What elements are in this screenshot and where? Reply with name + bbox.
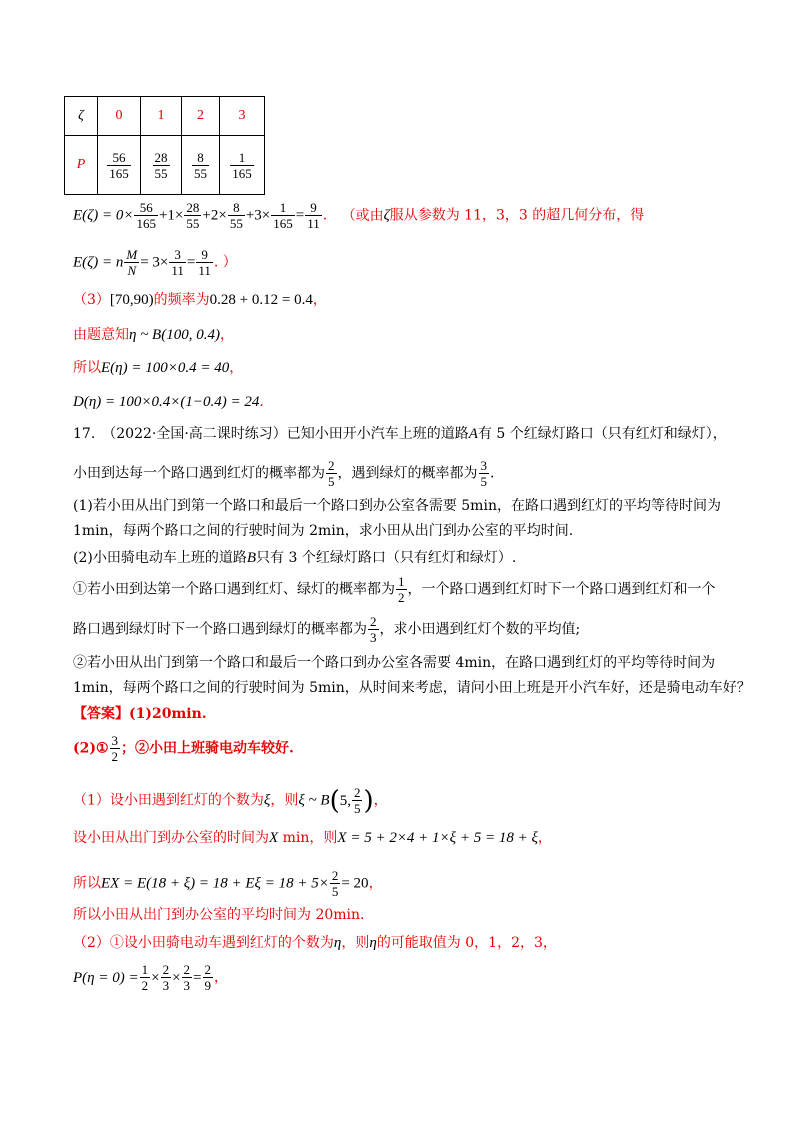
table-prob-cell	[182, 136, 220, 195]
frac-num: 9	[305, 200, 322, 216]
body-text: ，则	[341, 935, 370, 951]
frac-den: 11	[198, 263, 211, 278]
frac-num: 2	[183, 962, 191, 977]
frac-den: 5	[353, 801, 361, 816]
math-text: = 20	[341, 875, 369, 892]
body-text: ，则	[270, 792, 299, 809]
frac-num: 2	[331, 868, 339, 883]
math-var: A	[468, 426, 478, 442]
frac-den: 55	[154, 165, 168, 181]
problem17-line4	[73, 521, 573, 541]
solution-line3	[73, 868, 383, 899]
math-text: 5,	[339, 792, 351, 809]
math-var: ξ	[263, 792, 271, 809]
frac-num: 2	[328, 458, 335, 473]
math-text: X = 5 + 2×4 + 1×ξ + 5 = 18 + ξ	[337, 830, 538, 846]
body-text: ①若小田到达第一个路口遇到红灯、绿灯的概率都为	[73, 581, 395, 598]
punct: ，	[537, 830, 552, 846]
table-var-cell: ζ	[65, 97, 98, 136]
table-prob-row	[65, 136, 265, 195]
frac-num: 56	[134, 200, 158, 216]
math-var: η	[369, 935, 377, 951]
body-text: 路口遇到绿灯时下一个路口遇到绿灯的概率都为	[73, 621, 367, 638]
math-var: η	[333, 935, 342, 951]
frac-num: 56	[107, 150, 131, 166]
distribution-table	[64, 96, 265, 195]
frac-den: 165	[136, 216, 156, 231]
solution-line2	[73, 828, 552, 848]
frac-den: 5	[480, 474, 487, 489]
punct: ，	[219, 327, 234, 343]
punct: ，	[368, 875, 383, 892]
solution-line6	[73, 962, 228, 993]
frac-den: 165	[109, 165, 129, 181]
frac-num: 2	[353, 785, 361, 800]
frac-num: 1	[141, 962, 149, 977]
frac-den: 2	[141, 978, 149, 993]
frac-den: 3	[370, 630, 377, 645]
part-label: （3）	[73, 292, 110, 308]
math-var: X	[269, 830, 279, 846]
table-prob-cell	[220, 136, 265, 195]
math-text: +1×	[158, 207, 184, 224]
math-text: η ~ B(100, 0.4)	[129, 327, 220, 343]
body-text: 所以小田从出门到办公室的平均时间为 20min.	[73, 907, 365, 923]
body-text: 所以	[73, 360, 101, 376]
part3-line3	[73, 358, 243, 378]
table-prob-cell	[98, 136, 141, 195]
frac-den: 5	[328, 474, 335, 489]
frac-num: 28	[154, 149, 168, 165]
problem17-line2	[73, 458, 494, 489]
frac-den: 55	[194, 165, 207, 181]
body-text: ，一个路口遇到红灯时下一个路口遇到红灯和一个	[407, 581, 716, 598]
body-text: 只有 3 个红绿灯路口（只有红灯和绿灯）.	[256, 550, 517, 566]
answer-line2	[73, 733, 294, 764]
frac-den: 11	[171, 263, 184, 278]
frac-den: 3	[162, 978, 170, 993]
frac-den: 55	[229, 216, 243, 231]
punct: ，	[229, 360, 244, 376]
math-text: 0.28 + 0.12 = 0.4	[209, 292, 313, 308]
body-text: 17. （2022·全国·高二课时练习）已知小田开小汽车上班的道路	[73, 426, 469, 442]
math-text: ×	[151, 969, 160, 986]
problem17-line5	[73, 548, 516, 568]
table-value-cell: 3	[220, 97, 265, 136]
body-text: 1min，每两个路口之间的行驶时间为 5min，从时间来考虑，请问小田上班是开小汽车好，还是骑电动车好？	[73, 680, 751, 696]
frac-den: 5	[331, 884, 339, 899]
body-text: 1min，每两个路口之间的行驶时间为 2min，求小田从出门到办公室的平均时间.	[73, 523, 574, 539]
answer-text: (2)①	[73, 740, 109, 757]
frac-num: 9	[196, 247, 213, 263]
frac-den: 55	[186, 216, 200, 231]
part3-line2	[73, 325, 234, 345]
problem17-line3	[73, 496, 721, 516]
body-text: (2)小田骑电动车上班的道路	[73, 550, 247, 566]
frac-den: 2	[398, 590, 405, 605]
problem17-line1	[73, 424, 727, 444]
table-value-cell: 0	[98, 97, 141, 136]
body-text: ②若小田从出门到第一个路口和最后一个路口到办公室各需要 4min，在路口遇到红灯的平均等待时间为	[73, 655, 716, 671]
math-text: D(η) = 100×0.4×(1−0.4) = 24	[73, 394, 260, 410]
body-text: 的频率为	[153, 292, 210, 308]
solution-line4	[73, 905, 364, 925]
frac-num: 1	[271, 200, 295, 216]
math-text: E(η) = 100×0.4 = 40	[101, 360, 230, 376]
table-p-label: P	[65, 136, 98, 195]
punct: .	[259, 394, 264, 410]
frac-num: 8	[192, 150, 209, 166]
frac-den: 9	[204, 978, 211, 993]
problem17-line7	[73, 614, 580, 645]
math-text: +2×	[202, 207, 227, 224]
problem17-line8	[73, 653, 715, 673]
problem17-line9	[73, 678, 751, 698]
punct: ，	[312, 292, 327, 308]
body-text: 所以	[73, 875, 101, 892]
note-text: （或由	[341, 207, 384, 224]
math-text: ×	[172, 969, 181, 986]
math-text: ξ ~ B	[298, 792, 330, 809]
frac-num: 2	[162, 962, 170, 977]
frac-den: 165	[273, 216, 293, 231]
answer-text: (1)20min.	[129, 706, 207, 722]
body-text: 小田到达每一个路口遇到红灯的概率都为	[73, 465, 325, 482]
frac-num: 2	[204, 962, 211, 977]
punct: ，	[214, 969, 228, 986]
math-var: B	[246, 550, 257, 566]
table-value-cell: 1	[141, 97, 182, 136]
frac-den: N	[127, 263, 137, 278]
math-interval: [70,90)	[109, 292, 154, 308]
math-text: E(ζ) = 0×	[73, 207, 134, 224]
frac-num: 3	[169, 247, 186, 263]
frac-num: 8	[228, 200, 245, 216]
body-text: ，求小田遇到红灯个数的平均值;	[379, 621, 581, 638]
frac-num: 2	[370, 614, 377, 629]
math-text: =	[295, 207, 305, 224]
frac-den: 3	[183, 978, 191, 993]
table-prob-cell	[141, 136, 182, 195]
punct: ，	[373, 792, 388, 809]
body-text: （1）设小田遇到红灯的个数为	[73, 792, 264, 809]
answer-text: ；②小田上班骑电动车较好.	[121, 740, 294, 757]
body-text: 由题意知	[73, 327, 129, 343]
body-text: 设小田从出门到办公室的时间为	[73, 830, 269, 846]
punct: .	[490, 465, 495, 482]
solution-line1: （1）设小田遇到红灯的个数为ξ，则ξ ~ B(5, $\frac{2}{5}$ )，	[73, 785, 388, 816]
body-text: (1)若小田从出门到第一个路口和最后一个路口到办公室各需要 5min，在路口遇到红灯的平均等待时间为	[73, 498, 721, 514]
math-text: EX = E(18 + ξ) = 18 + Eξ = 18 + 5×	[101, 875, 329, 892]
frac-num: 3	[480, 458, 487, 473]
table-header-row	[65, 97, 265, 136]
math-text: E(ζ) = n	[73, 254, 124, 271]
part3-line4	[73, 392, 264, 412]
problem17-line6	[73, 574, 716, 605]
answer-tag: 【答案】	[73, 706, 129, 722]
note-text: 服从参数为 11，3，3 的超几何分布，得	[389, 207, 645, 224]
body-text: 有 5 个红绿灯路口（只有红灯和绿灯），	[477, 426, 727, 442]
table-value-cell: 2	[182, 97, 220, 136]
frac-num: 28	[186, 200, 200, 215]
punct: . ）	[213, 254, 237, 271]
math-var: ζ	[383, 207, 390, 224]
part3-line1	[73, 290, 327, 310]
math-text: = 3×	[140, 254, 169, 271]
math-text: P(η = 0) =	[73, 969, 139, 986]
solution-line5	[73, 933, 557, 953]
frac-num: 1	[230, 150, 254, 166]
body-text: min，则	[278, 830, 338, 846]
expectation-line	[73, 200, 644, 231]
body-text: ，遇到绿灯的概率都为	[337, 465, 478, 482]
math-text: =	[186, 254, 196, 271]
frac-num: 1	[398, 574, 405, 589]
math-text: +3×	[245, 207, 271, 224]
hypergeometric-line	[73, 247, 237, 278]
body-text: （2）①设小田骑电动车遇到红灯的个数为	[73, 935, 334, 951]
frac-den: 11	[307, 216, 320, 231]
frac-num: M	[126, 247, 138, 262]
math-text: =	[193, 969, 202, 986]
answer-line	[73, 704, 207, 724]
body-text: 的可能取值为 0，1，2，3，	[376, 935, 557, 951]
frac-den: 2	[111, 749, 119, 764]
frac-den: 165	[232, 165, 252, 181]
frac-num: 3	[111, 733, 119, 748]
punct: .	[322, 207, 328, 224]
